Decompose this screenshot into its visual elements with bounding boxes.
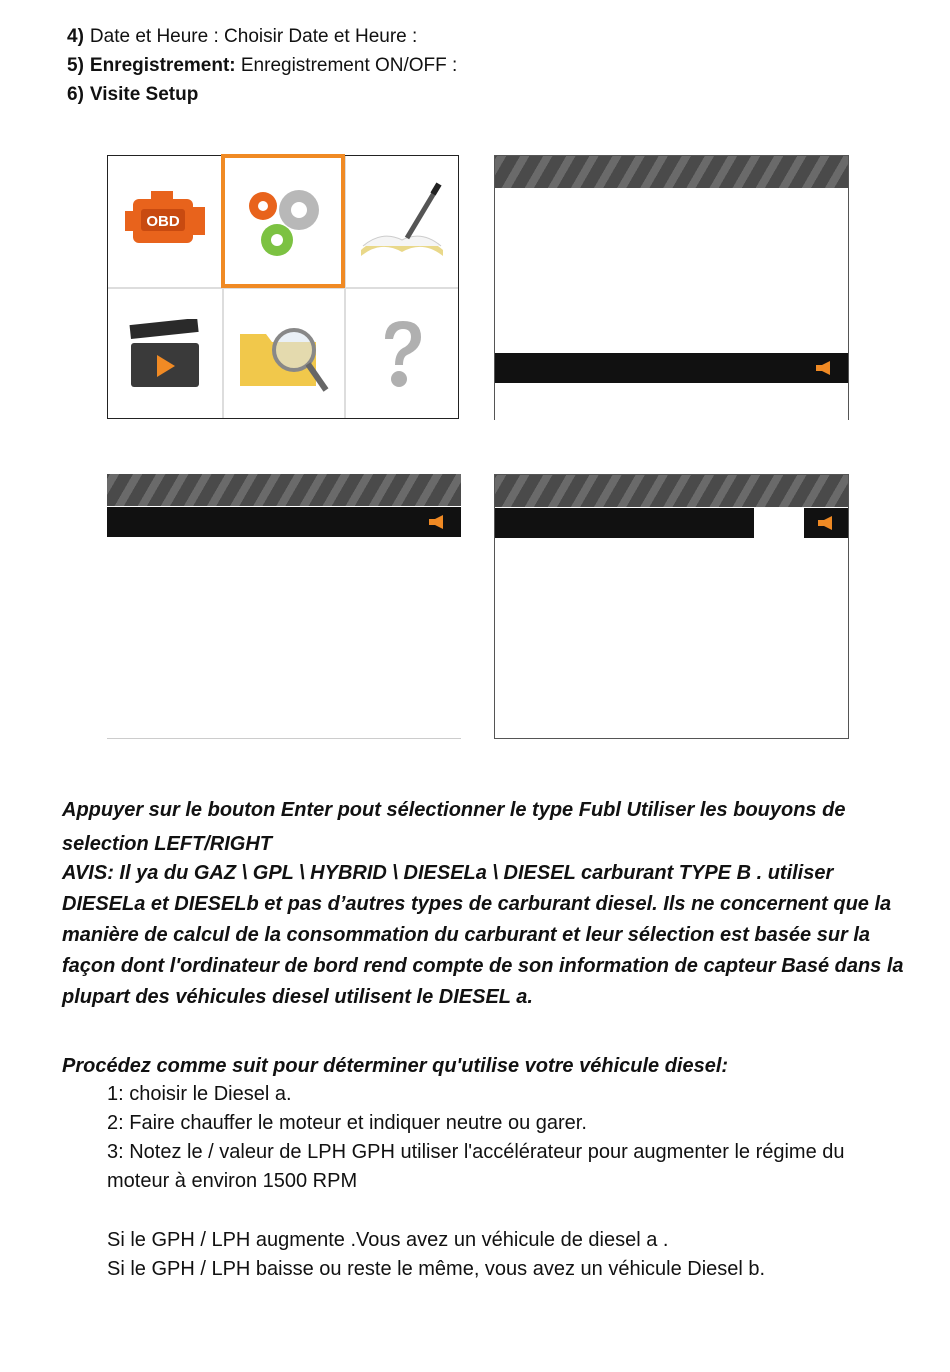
menu-selection-highlight <box>221 154 345 288</box>
left-arrow-icon <box>818 516 832 530</box>
list-item: 1: choisir le Diesel a. <box>107 1083 292 1105</box>
procedure-list <box>107 1080 845 1196</box>
main-menu-screen <box>107 155 459 419</box>
list-item: Si le GPH / LPH baisse ou reste le même, vous avez un véhicule Diesel b. <box>107 1258 766 1280</box>
left-arrow-icon <box>816 361 830 375</box>
menu-item-manual[interactable] <box>346 156 458 287</box>
step-visit-setup: 6) Visite Setup <box>67 84 199 105</box>
procedure-heading: Procédez comme suit pour déterminer qu'utilise votre véhicule diesel: <box>62 1055 729 1077</box>
left-arrow-icon <box>429 515 443 529</box>
step-date-time: 4) Date et Heure : Choisir Date et Heure : <box>67 26 418 47</box>
list-item: 2: Faire chauffer le moteur et indiquer neutre ou garer. <box>107 1112 587 1134</box>
svg-text:OBD: OBD <box>146 212 180 230</box>
selected-row-bar[interactable] <box>107 507 461 537</box>
instruction-paragraph: Appuyer sur le bouton Enter pout sélectionner le type Fubl Utiliser les bouyons de selection LEFT/RIGHT <box>62 799 846 855</box>
notice-paragraph: AVIS: Il ya du GAZ \ GPL \ HYBRID \ DIESELa \ DIESEL carburant TYPE B . utiliser DIESELa et DIESELb et pas d’autres types de carburant diesel. Ils ne concernent que la manière de calcul de la consommation du carburant et leur sélection est basée sur la façon dont l'ordinateur de bord rend compte de son information de capteur Basé dans la plupart des véhicules diesel utilisent le DIESEL a. <box>62 862 904 1008</box>
setup-steps-list <box>67 22 457 109</box>
obd-engine-icon <box>123 191 207 253</box>
help-question-icon <box>377 317 427 393</box>
screen-title-bar <box>495 156 848 188</box>
notes-list <box>107 1226 765 1284</box>
menu-item-videos[interactable] <box>108 289 222 420</box>
screen-title-bar <box>495 475 848 507</box>
setup-screen-1 <box>494 155 849 420</box>
step-recording: 5) Enregistrement: Enregistrement ON/OFF : <box>67 55 458 76</box>
setup-screen-3 <box>494 474 849 739</box>
selected-row-bar[interactable] <box>495 353 848 383</box>
screen-title-bar <box>107 474 461 506</box>
list-item: 3: Notez le / valeur de LPH GPH utiliser l'accélérateur pour augmenter le régime du <box>107 1141 845 1163</box>
menu-item-help[interactable] <box>346 289 458 420</box>
folder-search-icon <box>236 312 332 398</box>
arrow-button-bar[interactable] <box>804 508 848 538</box>
menu-item-obd[interactable] <box>108 156 222 287</box>
clapperboard-icon <box>127 319 203 391</box>
list-item: Si le GPH / LPH augmente .Vous avez un véhicule de diesel a . <box>107 1229 669 1251</box>
list-item: moteur à environ 1500 RPM <box>107 1170 358 1192</box>
book-pen-icon <box>357 182 447 262</box>
menu-item-files[interactable] <box>224 289 344 420</box>
selected-row-bar[interactable] <box>495 508 754 538</box>
setup-screen-2 <box>107 474 461 739</box>
